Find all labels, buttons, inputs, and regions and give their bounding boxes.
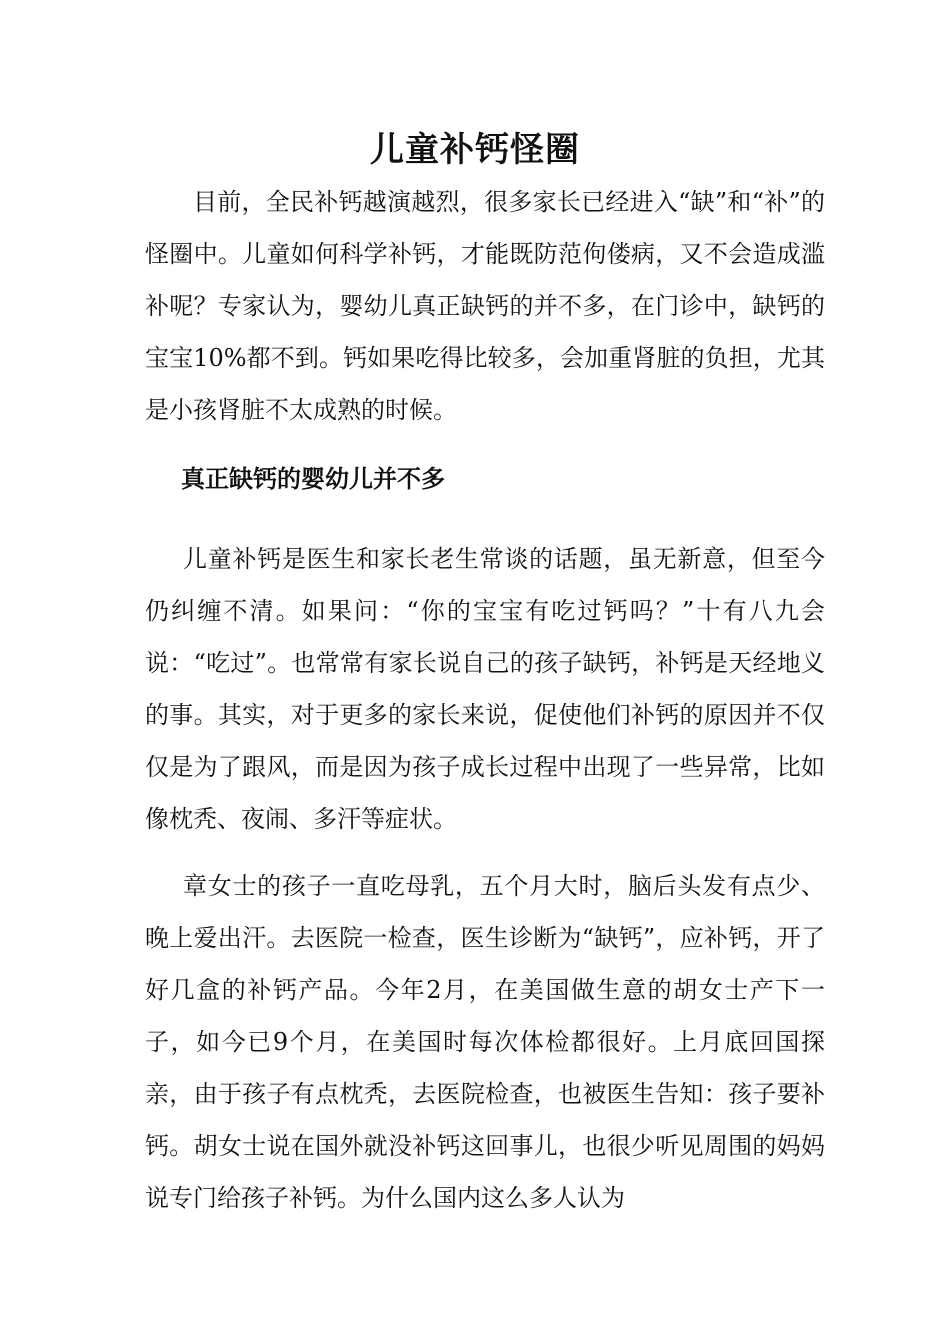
document-title: 儿童补钙怪圈	[370, 130, 580, 170]
intro-paragraph: 目前，全民补钙越演越烈，很多家长已经进入“缺”和“补”的怪圈中。儿童如何科学补钙，才能既防范佝偻病，又不会造成滥补呢？专家认为，婴幼儿真正缺钙的并不多，在门诊中，缺钙的宝宝10%都不到。钙如果吃得比较多，会加重肾脏的负担，尤其是小孩肾脏不太成熟的时候。	[145, 188, 825, 424]
section-heading: 真正缺钙的婴幼儿并不多	[181, 465, 445, 493]
body-paragraph-2: 章女士的孩子一直吃母乳，五个月大时，脑后头发有点少、晚上爱出汗。去医院一检查，医生诊断为“缺钙”，应补钙，开了好几盒的补钙产品。今年2月，在美国做生意的胡女士产下一子，如今已9个月，在美国时每次体检都很好。上月底回国探亲，由于孩子有点枕秃，去医院检查，也被医生告知：孩子要补钙。胡女士说在国外就没补钙这回事儿，也很少听见周围的妈妈说专门给孩子补钙。为什么国内这么多人认为	[145, 872, 825, 1212]
body-paragraph-1: 儿童补钙是医生和家长老生常谈的话题，虽无新意，但至今仍纠缠不清。如果问：“你的宝宝有吃过钙吗？”十有八九会说：“吃过”。也常常有家长说自己的孩子缺钙，补钙是天经地义的事。其实，对于更多的家长来说，促使他们补钙的原因并不仅仅是为了跟风，而是因为孩子成长过程中出现了一些异常，比如像枕秃、夜闹、多汗等症状。	[145, 545, 825, 833]
